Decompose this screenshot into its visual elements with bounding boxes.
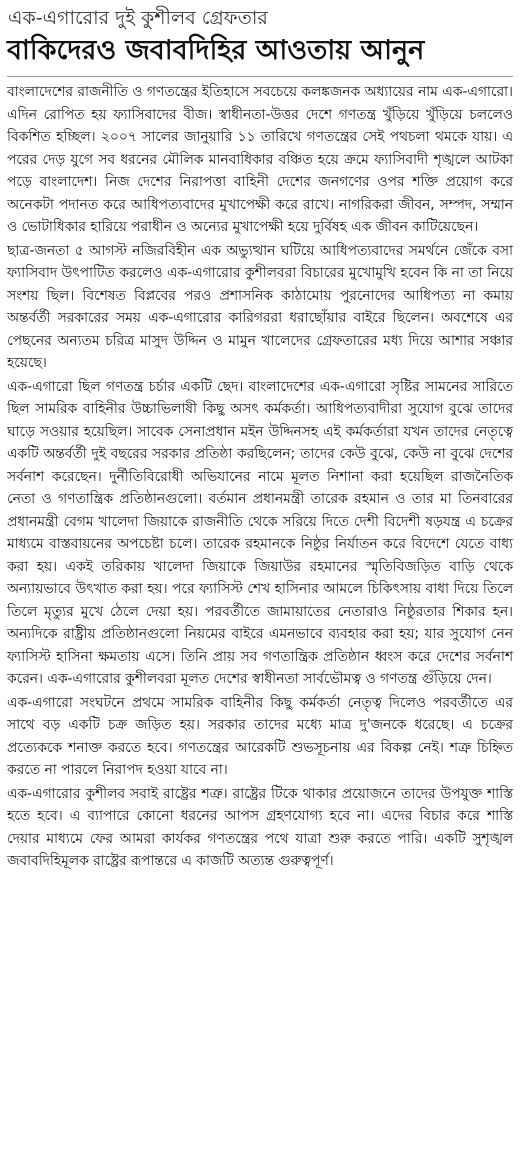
- article-headline: বাকিদেরও জবাবদিহির আওতায় আনুন: [7, 35, 425, 66]
- article-paragraph: এক-এগারোর কুশীলব সবাই রাষ্ট্রের শত্রু। রাষ্ট্রের টিকে থাকার প্রয়োজনে তাদের উপযুক্ত শাস্তি হতে হবে। এ ব্যাপারে কোনো ধরনের আপস গ্রহণযোগ্য হবে না। এদের বিচার করে শাস্তি দেয়ার মাধ্যমে ফের আমরা কার্যকর গণতন্ত্রের পথে যাত্রা শুরু করতে পারি। একটি সুশৃঙ্খল জবাবদিহিমূলক রাষ্ট্রের রূপান্তরে এ কাজটি অত্যন্ত গুরুত্বপূর্ণ।: [7, 785, 513, 869]
- article-paragraph: এক-এগারো ছিল গণতন্ত্র চর্চার একটি ছেদ। বাংলাদেশের এক-এগারো সৃষ্টির সামনের সারিতে ছিল সামরিক বাহিনীর উচ্চাভিলাষী কিছু অসৎ কর্মকর্তা। আধিপত্যবাদীরা সুযোগ বুঝে তাদের ঘাড়ে সওয়ার হয়েছিল। সাবেক সেনাপ্রধান মইন উদ্দিনসহ এই কর্মকর্তারা যখন তাদের নেতৃত্বে একটি অন্তর্বর্তী দুই বছরের সরকার প্রতিষ্ঠা করছিলেন; তাদের কেউ বুঝে, কেউ না বুঝে দেশের সর্বনাশ করেছেন। দুর্নীতিবিরোধী অভিযানের নামে মূলত নিশানা করা হয়েছিল রাজনৈতিক নেতা ও গণতান্ত্রিক প্রতিষ্ঠানগুলো। বর্তমান প্রধানমন্ত্রী তারেক রহমান ও তার মা তিনবারের প্রধানমন্ত্রী বেগম খালেদা জিয়াকে রাজনীতি থেকে সরিয়ে দিতে দেশী বিদেশী ষড়যন্ত্র এ চক্রের মাধ্যমে বাস্তবায়নের অপচেষ্টা চলে। তারেক রহমানকে নিষ্ঠুর নির্যাতন করে বিদেশে যেতে বাধ্য করা হয়। একই তরিকায় খালেদা জিয়াকে জিয়াউর রহমানের স্মৃতিবিজড়িত বাড়ি থেকে অন্যায়ভাবে উৎখাত করা হয়। পরে ফ্যাসিস্ট শেখ হাসিনার আমলে চিকিৎসায় বাধা দিয়ে তিলে তিলে মৃত্যুর মুখে ঠেলে দেয়া হয়। পরবর্তীতে জামায়াতের নেতারাও নিষ্ঠুরতার শিকার হন। অন্যদিকে রাষ্ট্রীয় প্রতিষ্ঠানগুলো নিয়মের বাইরে এমনভাবে ব্যবহার করা হয়; যার সুযোগ নেন ফ্যাসিস্ট হাসিনা ক্ষমতায় এসে। তিনি প্রায় সব গণতান্ত্রিক প্রতিষ্ঠান ধ্বংস করে দেশের সর্বনাশ করেন। এক-এগারোর কুশীলবরা মূলত দেশের স্বাধীনতা সার্বভৌমত্ব ও গণতন্ত্র গুঁড়িয়ে দেন।: [7, 378, 513, 687]
- article-paragraph: ছাত্র-জনতা ৫ আগস্ট নজিরবিহীন এক অভ্যুত্থান ঘটিয়ে আধিপত্যবাদের সমর্থনে জেঁকে বসা ফ্যাসিবাদ উৎপাটিত করলেও এক-এগারোর কুশীলবরা বিচারের মুখোমুখি হবেন কি না তা নিয়ে সংশয় ছিল। বিশেষত বিপ্লবের পরও প্রশাসনিক কাঠামোয় পুরনোদের আধিপত্য না কমায় অন্তর্বর্তী সরকারের সময় এক-এগারোর কারিগররা ধরাছোঁয়ার বাইরে ছিলেন। অবশেষে এর পেছনের অন্যতম চরিত্র মাসুদ উদ্দিন ও মামুন খালেদের গ্রেফতারের মধ্য দিয়ে আশার সঞ্চার হয়েছে।: [7, 242, 513, 371]
- article-body: [7, 81, 513, 873]
- article-kicker: এক-এগারোর দুই কুশীলব গ্রেফতার: [8, 7, 268, 29]
- article-paragraph: এক-এগারো সংঘটনে প্রথমে সামরিক বাহিনীর কিছু কর্মকর্তা নেতৃত্ব দিলেও পরবর্তীতে এর সাথে বড় একটি চক্র জড়িত হয়। সরকার তাদের মধ্যে মাত্র দু'জনকে ধরেছে। এ চক্রের প্রত্যেককে শনাক্ত করতে হবে। গণতন্ত্রের আরেকটি শুভসূচনায় এর বিকল্প নেই। শত্রু চিহ্নিত করতে না পারলে নিরাপদ হওয়া যাবে না।: [7, 694, 513, 778]
- article-paragraph: বাংলাদেশের রাজনীতি ও গণতন্ত্রের ইতিহাসে সবচেয়ে কলঙ্কজনক অধ্যায়ের নাম এক-এগারো। এদিন রোপিত হয় ফ্যাসিবাদের বীজ। স্বাধীনতা-উত্তর দেশে গণতন্ত্র খুঁড়িয়ে খুঁড়িয়ে চললেও বিকশিত হচ্ছিল। ২০০৭ সালের জানুয়ারি ১১ তারিখে গণতন্ত্রের সেই পথচলা থমকে যায়। এ পরের দেড় যুগে সব ধরনের মৌলিক মানবাধিকার বঞ্চিত হয়ে ক্রমে ফ্যাসিবাদী শৃঙ্খলে আটকা পড়ে বাংলাদেশ। নিজ দেশের নিরাপত্তা বাহিনী দেশের জনগণের ওপর শক্তি প্রয়োগ করে অনেকটা পদানত করে আধিপত্যবাদের মুখাপেক্ষী করে রাখে। নাগরিকরা জীবন, সম্পদ, সম্মান ও ভোটাধিকার হারিয়ে পরাধীন ও অন্যের মুখাপেক্ষী হয়ে দুর্বিষহ এক জীবন কাটিয়েছেন।: [7, 84, 513, 235]
- headline-divider: [7, 76, 513, 77]
